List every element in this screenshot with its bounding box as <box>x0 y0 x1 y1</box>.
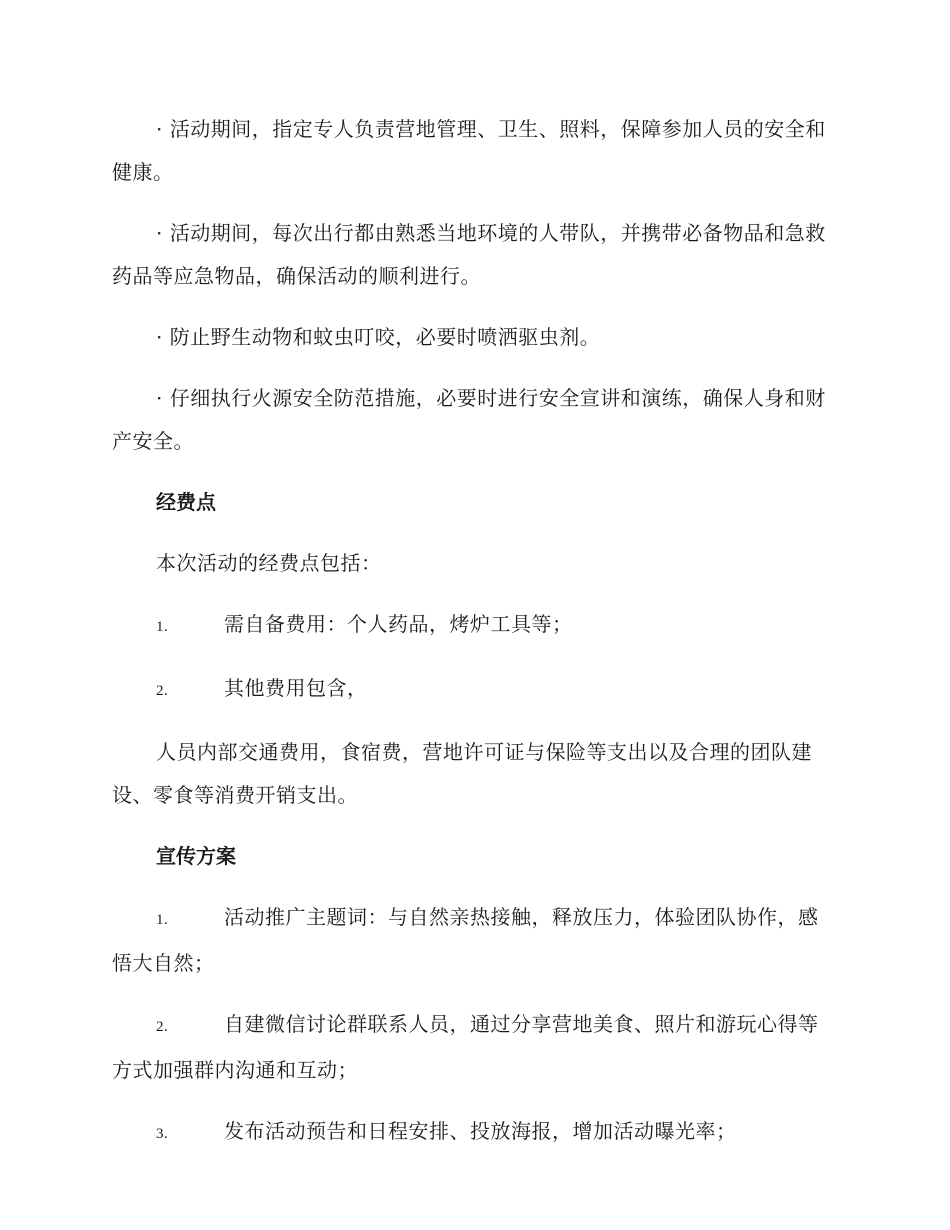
expenses-item-1 <box>112 603 832 649</box>
expenses-heading: 经费点 <box>156 490 216 514</box>
promotion-item-1 <box>112 896 832 985</box>
promotion-item-2 <box>112 1003 832 1092</box>
expenses-detail: 人员内部交通费用，食宿费，营地许可证与保险等支出以及合理的团队建设、零食等消费开销支出。 <box>112 740 812 807</box>
expenses-item-2 <box>112 667 832 713</box>
safety-bullet-3: · 防止野生动物和蚊虫叮咬，必要时喷洒驱虫剂。 <box>156 325 601 349</box>
safety-bullet-1: · 活动期间，指定专人负责营地管理、卫生、照料，保障参加人员的安全和健康。 <box>112 117 826 184</box>
list-number: 2. <box>156 683 169 699</box>
list-number: 3. <box>156 1126 169 1142</box>
expenses-intro: 本次活动的经费点包括： <box>156 551 382 575</box>
promotion-heading: 宣传方案 <box>156 844 236 868</box>
list-text: 自建微信讨论群联系人员，通过分享营地美食、照片和游玩心得等方式加强群内沟通和互动； <box>112 1012 819 1082</box>
list-text: 发布活动预告和日程安排、投放海报，增加活动曝光率； <box>224 1119 737 1143</box>
safety-bullet-4: · 仔细执行火源安全防范措施，必要时进行安全宣讲和演练，确保人身和财产安全。 <box>112 386 826 453</box>
list-text: 其他费用包含， <box>224 676 368 700</box>
list-number: 1. <box>156 912 169 928</box>
safety-bullet-2: · 活动期间，每次出行都由熟悉当地环境的人带队，并携带必备物品和急救药品等应急物品，确保活动的顺利进行。 <box>112 221 826 288</box>
promotion-item-3 <box>112 1110 832 1156</box>
list-number: 2. <box>156 1019 169 1035</box>
list-text: 需自备费用：个人药品，烤炉工具等； <box>224 612 573 636</box>
list-text: 活动推广主题词：与自然亲热接触，释放压力，体验团队协作，感悟大自然； <box>112 905 819 975</box>
list-number: 1. <box>156 619 169 635</box>
document-body <box>112 108 832 1174</box>
